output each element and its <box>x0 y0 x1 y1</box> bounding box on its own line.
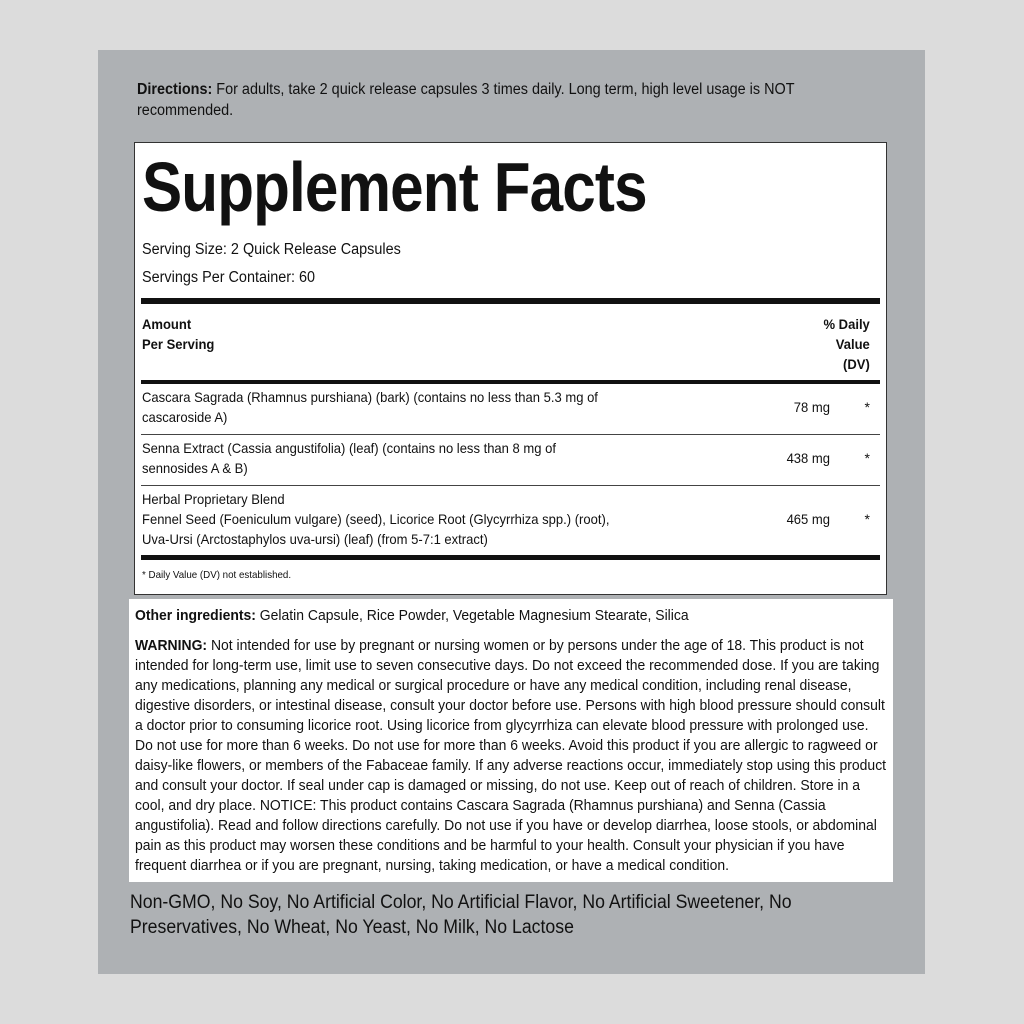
ingredient-line: cascaroside A) <box>142 409 228 425</box>
ingredient-line: Fennel Seed (Foeniculum vulgare) (seed), Licorice Root (Glycyrrhiza spp.) (root), <box>142 511 610 527</box>
warning-label: WARNING: <box>135 637 208 654</box>
ingredient-dv: * <box>864 450 870 466</box>
ingredient-line: Uva-Ursi (Arctostaphylos uva-ursi) (leaf) (from 5-7:1 extract) <box>142 531 488 547</box>
row-divider <box>141 434 880 435</box>
serving-size: Serving Size: 2 Quick Release Capsules <box>142 241 401 258</box>
ingredient-line: Herbal Proprietary Blend <box>142 491 285 507</box>
daily-value-footnote: * Daily Value (DV) not established. <box>142 569 292 581</box>
ingredient-name <box>142 387 663 427</box>
bottom-divider <box>141 555 880 560</box>
thick-divider <box>141 298 880 304</box>
dv-header-line2: Value <box>835 336 870 352</box>
other-ingredients <box>135 606 842 626</box>
ingredient-amount: 78 mg <box>793 399 830 415</box>
amount-header-line1: Amount <box>142 316 192 332</box>
ingredient-dv: * <box>864 511 870 527</box>
supplement-facts-box <box>134 142 887 595</box>
dv-header-line3: (DV) <box>843 356 870 372</box>
ingredient-line: sennosides A & B) <box>142 460 248 476</box>
ingredient-name <box>142 438 663 478</box>
other-ingredients-text: Gelatin Capsule, Rice Powder, Vegetable Magnesium Stearate, Silica <box>255 607 689 624</box>
ingredient-line: Senna Extract (Cassia angustifolia) (leaf) (contains no less than 8 mg of <box>142 440 556 456</box>
daily-value-header <box>824 314 870 374</box>
ingredient-line: Cascara Sagrada (Rhamnus purshiana) (bark) (contains no less than 5.3 mg of <box>142 389 598 405</box>
free-from-claims: Non-GMO, No Soy, No Artificial Color, No Artificial Flavor, No Artificial Sweetener, No Preservatives, No Wheat, No Yeast, No Milk, No Lactose <box>130 892 792 938</box>
warning-text <box>135 636 886 876</box>
ingredient-amount: 438 mg <box>786 450 830 466</box>
amount-header-line2: Per Serving <box>142 336 215 352</box>
directions-body: For adults, take 2 quick release capsules 3 times daily. Long term, high level usage is NOT recommended. <box>137 81 795 119</box>
servings-per-container: Servings Per Container: 60 <box>142 269 316 286</box>
ingredient-name <box>142 489 663 549</box>
row-divider <box>141 485 880 486</box>
amount-per-serving-header <box>142 314 214 354</box>
ingredient-amount: 465 mg <box>786 511 830 527</box>
ingredient-dv: * <box>864 399 870 415</box>
dv-header-line1: % Daily <box>823 316 870 332</box>
directions-label: Directions: <box>137 81 213 98</box>
header-divider <box>141 380 880 384</box>
other-ingredients-label: Other ingredients: <box>135 607 256 624</box>
supplement-facts-title: Supplement Facts <box>142 148 647 226</box>
warning-body: Not intended for use by pregnant or nursing women or by persons under the age of 18. This product is not intended for long-term use, limit use to seven consecutive days. Do not exceed the recommended dose. If you are taking any medications, planning any medical or surgical procedure or have any medical condition, including renal disease, digestive disorders, or intestinal disease, consult your doctor before use. Persons with high blood pressure should consult a doctor prior to consuming licorice root. Using licorice from glycyrrhiza can elevate blood pressure with prolonged use. Do not use for more than 6 weeks. Do not use for more than 6 weeks. Avoid this product if you are allergic to ragweed or daisy-like flowers, or members of the Fabaceae family. If any adverse reactions occur, immediately stop using this product and consult your doctor. If seal under cap is damaged or missing, do not use. Keep out of reach of children. Store in a cool, and dry place. NOTICE: This product contains Cascara Sagrada (Rhamnus purshiana) and Senna (Cassia angustifolia). Read and follow directions carefully. Do not use if you have or develop diarrhea, loose stools, or abdominal pain as this product may worsen these conditions and be harmful to your health. Consult your physician if you have frequent diarrhea or if you are pregnant, nursing, taking medication, or have a medical condition. <box>135 637 887 874</box>
directions-text <box>137 79 830 121</box>
